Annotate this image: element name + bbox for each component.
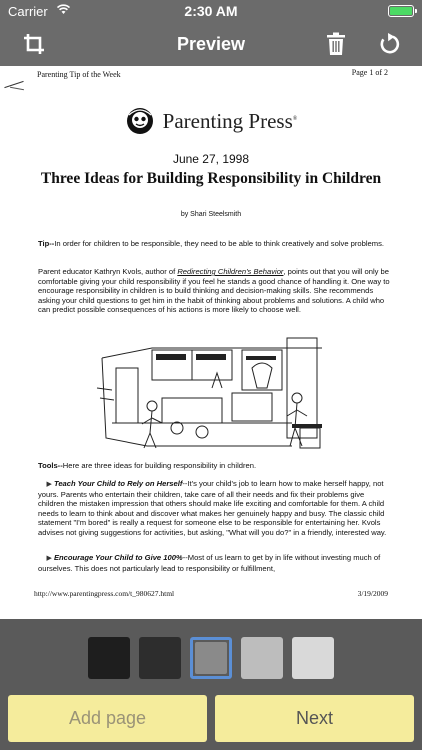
article-title: Three Ideas for Building Responsibility in Children (40, 170, 382, 187)
carrier-label: Carrier (8, 4, 48, 19)
rotate-button[interactable] (376, 30, 404, 58)
tip-paragraph: Tip--In order for children to be responsible, they need to be able to think creatively and solve problems. (38, 239, 384, 248)
filter-swatch-bar (0, 619, 422, 695)
bullet-icon: ▶ (46, 555, 52, 562)
kitchen-illustration (92, 328, 332, 463)
article-date: June 27, 1998 (172, 152, 250, 166)
document-header-left: Parenting Tip of the Week (37, 70, 121, 79)
bullet-icon: ▶ (46, 481, 52, 488)
clock: 2:30 AM (184, 3, 238, 19)
battery-icon (388, 5, 414, 17)
filter-swatch[interactable] (139, 637, 181, 679)
delete-button[interactable] (322, 30, 350, 58)
idea-paragraph: ▶ Teach Your Child to Rely on Herself--It's your child's job to learn how to make herself happy, not yours. Parents who entertain their children, take care of all their needs and fix their problems give children the mistaken impression that others should make life exciting and comfortable for them. A child needs to learn to think about and discover what makes her genuinely happy and busy. The classic child statement "I'm bored" is really a request for someone else to be responsible for entertaining her. Kvols advises not giving suggestions for activities, but asking, "What will you do?" in a friendly, interested way. (38, 479, 387, 537)
filter-swatch[interactable] (88, 637, 130, 679)
page-title: Preview (176, 34, 246, 54)
logo-mark-icon (125, 106, 155, 136)
filter-swatch[interactable] (292, 637, 334, 679)
document-footer-url: http://www.parentingpress.com/t_980627.html (34, 589, 175, 598)
body-paragraph: Parent educator Kathryn Kvols, author of Redirecting Children's Behavior, points out that you will only be comfortable giving your child responsibility if you feel he stands a good chance of handling it. One way to encourage responsibility in children is to build thinking and decision-making skills. She recommends asking your child questions to get him in the habit of thinking about problems and solutions. A child who can predict possible consequences of his actions is more likely to choose well. (38, 267, 390, 314)
idea-paragraph: ▶ Encourage Your Child to Give 100%--Most of us learn to get by in life without investing much of ourselves. This does not particularly lead to responsibility or fulfillment, (38, 553, 381, 573)
rotate-icon (378, 32, 402, 56)
document-footer-date: 3/19/2009 (357, 589, 388, 598)
document-page-number: Page 1 of 2 (351, 68, 388, 77)
article-byline: by Shari Steelsmith (180, 211, 242, 218)
add-page-button[interactable]: Add page (8, 695, 207, 742)
navigation-bar (0, 22, 422, 66)
trash-icon (326, 32, 346, 56)
tools-paragraph: Tools--Here are three ideas for building responsibility in children. (38, 461, 257, 470)
next-button[interactable]: Next (215, 695, 414, 742)
logo-text: Parenting Press® (162, 108, 298, 133)
publisher-logo (0, 106, 422, 136)
document-preview (0, 66, 422, 619)
pen-mark (10, 87, 24, 90)
filter-swatch-selected[interactable] (190, 637, 232, 679)
status-bar (0, 0, 422, 22)
filter-swatch[interactable] (241, 637, 283, 679)
